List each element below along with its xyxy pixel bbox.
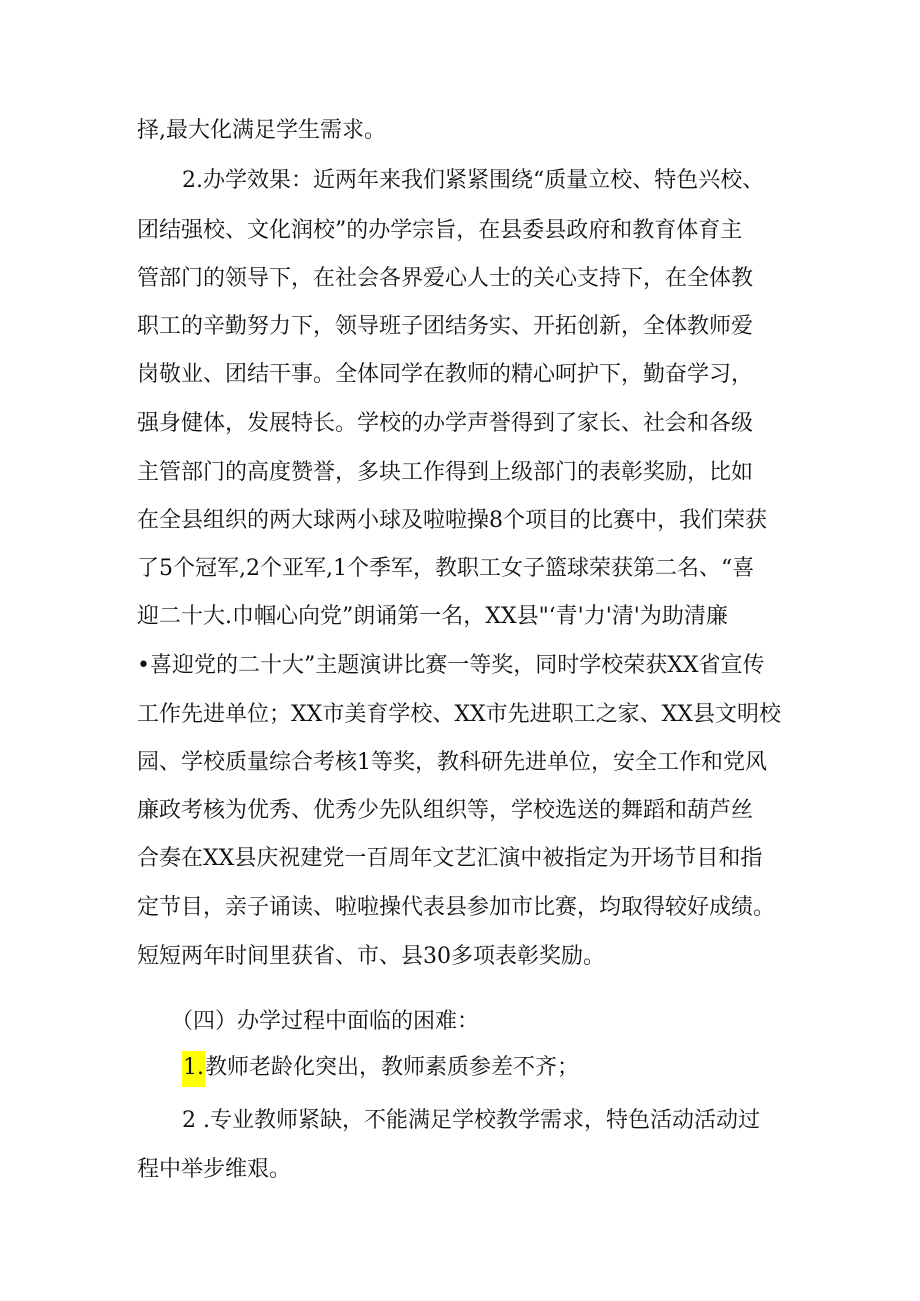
paragraph-line [0,307,920,347]
text-line-14: 园、学校质量综合考核1等奖，教科研先进单位，安全工作和党风 [137,750,767,775]
paragraph-line [0,937,920,977]
text-line-2: 2.办学效果：近两年来我们紧紧围绕“质量立校、特色兴校、 [182,168,765,193]
paragraph-line [0,501,920,541]
text-line-8: 主管部门的高度赞誉，多块工作得到上级部门的表彰奖励，比如 [137,460,754,485]
list-item-1 [182,1048,579,1088]
list-item-2-line-2: 程中举步维艰。 [137,1157,292,1182]
text-line-3: 团结强校、文化润校”的办学宗旨，在县委县政府和教育体育主 [137,218,743,243]
paragraph-line [0,259,920,299]
list-item [0,1048,920,1088]
paragraph-line [0,597,920,637]
text-line-4: 管部门的领导下，在社会各界爱心人士的关心支持下，在全体教 [137,266,754,291]
text-line-11: 迎二十大.巾帼心向党”朗诵第一名，XX县"‘青'力'清'为助清廉 [137,604,728,629]
text-line-16: 合奏在XX县庆祝建党一百周年文艺汇演中被指定为开场节目和指 [137,846,763,871]
paragraph-line [0,355,920,395]
paragraph-line [0,404,920,444]
list-item-1-text: 教师老龄化突出，教师素质参差不齐； [205,1055,580,1080]
text-line-10: 了5个冠军,2个亚军,1个季军，教职工女子篮球荣获第二名、“喜 [137,556,755,581]
paragraph-line [0,453,920,493]
text-line-5: 职工的辛勤努力下，领导班子团结务实、开拓创新，全体教师爱 [137,314,754,339]
text-line-13: 工作先进单位；XX市美育学校、XX市先进职工之家、XX县文明校 [137,702,781,727]
paragraph-line [0,743,920,783]
list-item-2-line-1: 2 .专业教师紧缺，不能满足学校教学需求，特色活动活动过 [182,1108,760,1133]
text-line-9: 在全县组织的两大球两小球及啦啦操8个项目的比赛中，我们荣获 [137,508,767,533]
highlighted-number: 1. [182,1051,205,1087]
list-item-continuation [0,1150,920,1190]
section-heading: （四）办学过程中面临的困难： [171,1009,480,1034]
paragraph-line [0,839,920,879]
section-heading-line [0,1002,920,1042]
paragraph-line [0,791,920,831]
text-line-1: 择,最大化满足学生需求。 [137,118,386,143]
paragraph-line [0,646,920,686]
paragraph-line [0,888,920,928]
text-line-17: 定节目，亲子诵读、啦啦操代表县参加市比赛，均取得较好成绩。 [137,895,776,920]
list-item [0,1101,920,1141]
text-line-15: 廉政考核为优秀、优秀少先队组织等，学校选送的舞蹈和葫芦丝 [137,798,754,823]
text-line-7: 强身健体，发展特长。学校的办学声誉得到了家长、社会和各级 [137,411,754,436]
paragraph-line [0,695,920,735]
paragraph-line [0,211,920,251]
paragraph-line [0,161,920,201]
text-line-6: 岗敬业、团结干事。全体同学在教师的精心呵护下，勤奋学习， [137,362,754,387]
text-line-18: 短短两年时间里获省、市、县30多项表彰奖励。 [137,944,605,969]
text-line-12: •喜迎党的二十大”主题演讲比赛一等奖，同时学校荣获XX省宣传 [137,653,765,678]
paragraph-line [0,549,920,589]
paragraph-line [0,111,920,151]
